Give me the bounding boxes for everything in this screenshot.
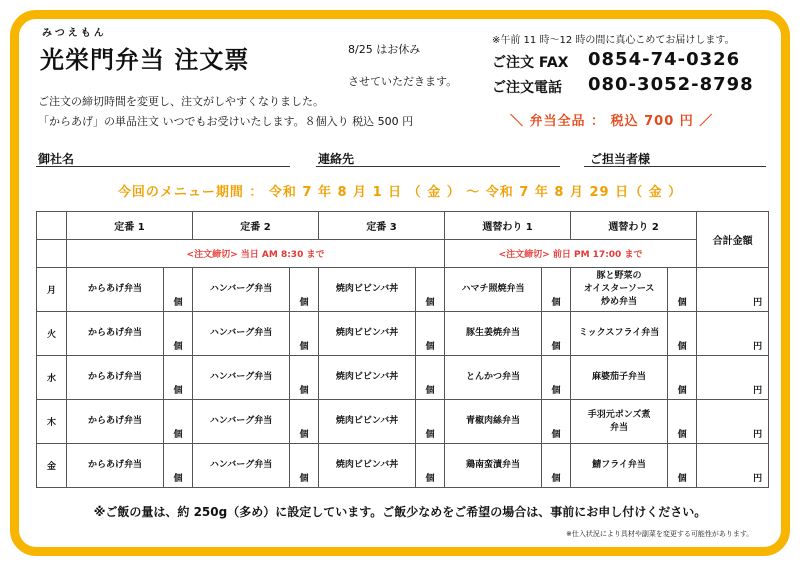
price-banner: ＼ 弁当全品 ： 税込 700 円 ／ — [510, 114, 714, 129]
column-header: 週替わり 1 — [445, 212, 571, 240]
company-field[interactable] — [36, 166, 290, 167]
meal-name: 焼肉ビビンバ丼 — [319, 444, 416, 488]
quantity-field[interactable]: 個 — [290, 268, 319, 312]
quantity-field[interactable]: 個 — [164, 400, 193, 444]
column-header: 定番 1 — [67, 212, 193, 240]
quantity-field[interactable]: 個 — [164, 356, 193, 400]
quantity-field[interactable]: 個 — [290, 312, 319, 356]
column-header: 定番 3 — [319, 212, 445, 240]
fax-label: ご注文 FAX — [492, 55, 569, 71]
table-row — [37, 400, 769, 444]
meal-name: 麻婆茄子弁当 — [571, 356, 668, 400]
meal-name: 焼肉ビビンバ丼 — [319, 268, 416, 312]
quantity-field[interactable]: 個 — [416, 400, 445, 444]
column-header: 週替わり 2 — [571, 212, 697, 240]
meal-name: ハマチ照焼弁当 — [445, 268, 542, 312]
meal-name: からあげ弁当 — [67, 268, 164, 312]
deadline-spacer — [37, 240, 67, 268]
holiday-notice-line1: 8/25 はお休み — [348, 43, 421, 56]
quantity-field[interactable]: 個 — [668, 268, 697, 312]
meal-name: 青椒肉絲弁当 — [445, 400, 542, 444]
title-ruby: みつえもん — [42, 28, 107, 39]
meal-name: 豚生姜焼弁当 — [445, 312, 542, 356]
contact-field[interactable] — [316, 166, 560, 167]
total-field[interactable]: 円 — [697, 268, 769, 312]
total-field[interactable]: 円 — [697, 356, 769, 400]
quantity-field[interactable]: 個 — [416, 268, 445, 312]
delivery-notice: ※午前 11 時～12 時の間に真心こめてお届けします。 — [492, 35, 735, 46]
quantity-field[interactable]: 個 — [668, 400, 697, 444]
page-title: 光栄門弁当 注文票 — [40, 46, 250, 74]
quantity-field[interactable]: 個 — [290, 356, 319, 400]
quantity-field[interactable]: 個 — [416, 444, 445, 488]
quantity-field[interactable]: 個 — [290, 400, 319, 444]
day-label: 金 — [37, 444, 67, 488]
tel-number: 080-3052-8798 — [588, 74, 754, 95]
meal-name: ハンバーグ弁当 — [193, 356, 290, 400]
quantity-field[interactable]: 個 — [542, 312, 571, 356]
quantity-field[interactable]: 個 — [668, 444, 697, 488]
quantity-field[interactable]: 個 — [542, 268, 571, 312]
day-label: 月 — [37, 268, 67, 312]
total-field[interactable]: 円 — [697, 400, 769, 444]
quantity-field[interactable]: 個 — [164, 444, 193, 488]
meal-name: ハンバーグ弁当 — [193, 400, 290, 444]
meal-name: 焼肉ビビンバ丼 — [319, 312, 416, 356]
total-field[interactable]: 円 — [697, 312, 769, 356]
rice-note: ※ご飯の量は、約 250g（多め）に設定しています。ご飯少なめをご希望の場合は、事前にお申し付けください。 — [93, 505, 707, 519]
contact-field-label: 連絡先 — [318, 152, 355, 166]
small-note: ※仕入状況により具材や副菜を変更する可能性があります。 — [566, 530, 754, 538]
intro-text-line1: ご注文の締切時間を変更し、注文がしやすくなりました。 — [38, 95, 324, 108]
meal-name: からあげ弁当 — [67, 400, 164, 444]
order-table — [36, 211, 769, 488]
fax-number: 0854-74-0326 — [588, 49, 741, 70]
person-field-label: ご担当者様 — [590, 152, 651, 166]
meal-name: ハンバーグ弁当 — [193, 268, 290, 312]
total-field[interactable]: 円 — [697, 444, 769, 488]
table-row — [37, 444, 769, 488]
quantity-field[interactable]: 個 — [668, 312, 697, 356]
intro-text-line2: 「からあげ」の単品注文 いつでもお受けいたします。８個入り 税込 500 円 — [38, 115, 414, 128]
company-field-label: 御社名 — [38, 152, 75, 166]
quantity-field[interactable]: 個 — [164, 268, 193, 312]
meal-name: 焼肉ビビンバ丼 — [319, 400, 416, 444]
meal-name: 手羽元ポンズ煮 弁当 — [571, 400, 668, 444]
quantity-field[interactable]: 個 — [416, 356, 445, 400]
quantity-field[interactable]: 個 — [290, 444, 319, 488]
day-label: 木 — [37, 400, 67, 444]
meal-name: からあげ弁当 — [67, 356, 164, 400]
quantity-field[interactable]: 個 — [542, 444, 571, 488]
column-header: 定番 2 — [193, 212, 319, 240]
quantity-field[interactable]: 個 — [416, 312, 445, 356]
person-field[interactable] — [584, 166, 766, 167]
quantity-field[interactable]: 個 — [542, 400, 571, 444]
meal-name: ハンバーグ弁当 — [193, 312, 290, 356]
meal-name: 鯖フライ弁当 — [571, 444, 668, 488]
meal-name: 焼肉ビビンバ丼 — [319, 356, 416, 400]
deadline-right: <注文締切> 前日 PM 17:00 まで — [445, 240, 697, 268]
meal-name: からあげ弁当 — [67, 312, 164, 356]
menu-period: 今回のメニュー期間 ： 令和 7 年 8 月 1 日 （ 金 ） ～ 令和 7 年 8 月 29 日（ 金 ） — [117, 185, 683, 200]
day-label: 火 — [37, 312, 67, 356]
table-row — [37, 268, 769, 312]
meal-name: 鶏南蛮漬弁当 — [445, 444, 542, 488]
total-header: 合計金額 — [697, 212, 769, 268]
quantity-field[interactable]: 個 — [668, 356, 697, 400]
meal-name: とんかつ弁当 — [445, 356, 542, 400]
meal-name: ハンバーグ弁当 — [193, 444, 290, 488]
tel-label: ご注文電話 — [492, 80, 562, 96]
deadline-left: <注文締切> 当日 AM 8:30 まで — [67, 240, 445, 268]
meal-name: 豚と野菜の オイスターソース 炒め弁当 — [571, 268, 668, 312]
day-label: 水 — [37, 356, 67, 400]
meal-name: ミックスフライ弁当 — [571, 312, 668, 356]
holiday-notice-line2: させていただきます。 — [348, 75, 458, 88]
quantity-field[interactable]: 個 — [164, 312, 193, 356]
meal-name: からあげ弁当 — [67, 444, 164, 488]
table-row — [37, 312, 769, 356]
corner-cell — [37, 212, 67, 240]
table-row — [37, 356, 769, 400]
quantity-field[interactable]: 個 — [542, 356, 571, 400]
